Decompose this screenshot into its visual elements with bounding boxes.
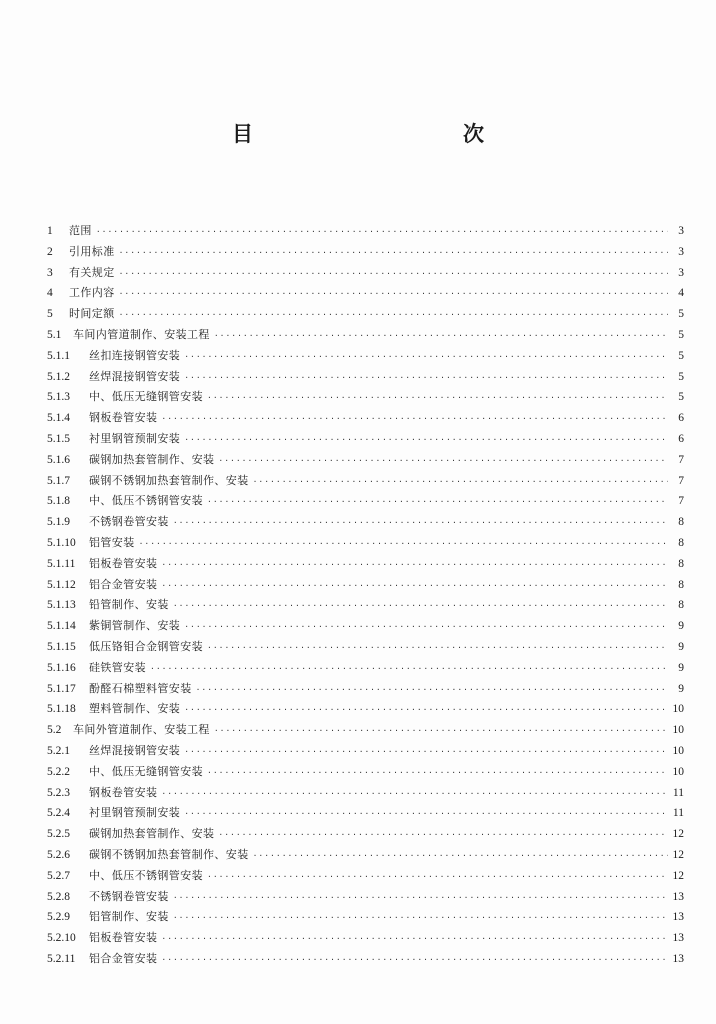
toc-entry-title: 碳钢不锈钢加热套管制作、安装 (89, 473, 249, 487)
toc-entry (47, 679, 684, 700)
toc-entry-page: 8 (678, 578, 684, 591)
toc-entry-page: 7 (678, 453, 684, 466)
toc-entry-number: 3 (47, 266, 53, 279)
dot-leader (119, 284, 668, 305)
toc-entry-title: 紫铜管制作、安装 (89, 619, 181, 633)
toc-entry-number: 5.1.14 (47, 620, 76, 633)
toc-entry (47, 491, 684, 512)
toc-entry-page: 10 (672, 744, 684, 757)
toc-entry-title: 硅铁管安装 (89, 660, 146, 674)
toc-entry-page: 3 (678, 245, 684, 258)
dot-leader (173, 596, 668, 617)
toc-entry-page: 8 (678, 599, 684, 612)
toc-entry (47, 283, 684, 304)
toc-entry-page: 5 (678, 328, 684, 341)
toc-entry-page: 5 (678, 391, 684, 404)
toc-entry-title: 酚醛石棉塑料管安装 (89, 681, 192, 695)
dot-leader (207, 388, 668, 409)
toc-entry-number: 5.1.7 (47, 474, 70, 487)
dot-leader (173, 888, 668, 909)
toc-entry-title: 工作内容 (69, 286, 115, 300)
toc-entry-number: 5.2.10 (47, 932, 76, 945)
toc-entry-title: 车间内管道制作、安装工程 (73, 327, 210, 341)
toc-entry-number: 5.1.16 (47, 661, 76, 674)
toc-entry-page: 9 (678, 640, 684, 653)
toc-entry (47, 512, 684, 533)
toc-entry-number: 5.2.5 (47, 828, 70, 841)
toc-entry-number: 5.2 (47, 724, 62, 737)
toc-entry-page: 6 (678, 412, 684, 425)
toc-entry (47, 325, 684, 346)
toc-entry-page: 9 (678, 661, 684, 674)
toc-entry-page: 7 (678, 495, 684, 508)
toc-entry (47, 554, 684, 575)
toc-entry-number: 5.1.13 (47, 599, 76, 612)
toc-entry (47, 450, 684, 471)
toc-entry-page: 8 (678, 557, 684, 570)
toc-entry (47, 866, 684, 887)
toc-entry-title: 中、低压无缝钢管安装 (89, 764, 203, 778)
toc-entry-page: 9 (678, 682, 684, 695)
toc-entry (47, 699, 684, 720)
toc-entry-page: 5 (678, 370, 684, 383)
toc-entry-title: 有关规定 (69, 265, 115, 279)
toc-entry (47, 367, 684, 388)
toc-entry-number: 5.1 (47, 328, 62, 341)
toc-entry-title: 钢板卷管安装 (89, 785, 158, 799)
dot-leader (218, 825, 668, 846)
dot-leader (119, 305, 668, 326)
toc-entry-page: 7 (678, 474, 684, 487)
toc-entry (47, 887, 684, 908)
toc-entry-title: 碳钢加热套管制作、安装 (89, 452, 215, 466)
toc-entry-title: 衬里钢管预制安装 (89, 431, 181, 445)
toc-entry-number: 5.2.11 (47, 952, 76, 965)
toc-entry-number: 5.1.5 (47, 432, 70, 445)
dot-leader (253, 846, 668, 867)
toc-entry-title: 不锈钢卷管安装 (89, 889, 169, 903)
dot-leader (161, 784, 668, 805)
toc-entry-title: 铝合金管安装 (89, 951, 158, 965)
toc-entry (47, 762, 684, 783)
dot-leader (184, 804, 668, 825)
toc-entry-page: 3 (678, 225, 684, 237)
toc-entry-title: 碳钢加热套管制作、安装 (89, 827, 215, 841)
dot-leader (119, 243, 668, 264)
toc-entry (47, 429, 684, 450)
toc-entry (47, 242, 684, 263)
dot-leader (184, 430, 668, 451)
dot-leader (184, 742, 668, 763)
dot-leader (173, 513, 668, 534)
toc-entry (47, 221, 684, 242)
toc-entry (47, 637, 684, 658)
toc-entry-page: 10 (672, 724, 684, 737)
dot-leader (214, 326, 668, 347)
toc-entry-number: 4 (47, 287, 53, 300)
toc-entry-page: 11 (672, 807, 684, 820)
toc-entry-title: 丝焊混接钢管安装 (89, 743, 181, 757)
toc-entry (47, 658, 684, 679)
toc-entry-title: 铝管安装 (89, 535, 135, 549)
dot-leader (218, 451, 668, 472)
page-title: 目 次 (232, 122, 540, 146)
toc-entry-number: 5.1.17 (47, 682, 76, 695)
toc-entry-title: 丝扣连接钢管安装 (89, 348, 181, 362)
toc-entry-number: 5.2.2 (47, 765, 70, 778)
toc-entry-page: 3 (678, 266, 684, 279)
toc-entry-number: 5.2.1 (47, 744, 70, 757)
toc-entry (47, 533, 684, 554)
toc-entry-page: 13 (672, 932, 684, 945)
dot-leader (184, 700, 668, 721)
dot-leader (96, 222, 668, 243)
dot-leader (184, 617, 668, 638)
dot-leader (253, 472, 668, 493)
toc-entry-number: 5.1.1 (47, 349, 70, 362)
toc-entry (47, 907, 684, 928)
toc-entry-page: 13 (672, 911, 684, 924)
toc-entry-page: 8 (678, 516, 684, 529)
toc-entry (47, 575, 684, 596)
toc-entry (47, 928, 684, 949)
dot-leader (184, 368, 668, 389)
toc-entry-number: 5.2.7 (47, 869, 70, 882)
dot-leader (196, 680, 668, 701)
toc-entry-title: 低压铬钼合金钢管安装 (89, 639, 203, 653)
toc-entry-number: 5.1.15 (47, 640, 76, 653)
dot-leader (207, 763, 668, 784)
toc-entry-number: 5.1.9 (47, 516, 70, 529)
toc-entry-page: 13 (672, 890, 684, 903)
toc-entry-page: 12 (672, 848, 684, 861)
toc-entry-title: 碳钢不锈钢加热套管制作、安装 (89, 847, 249, 861)
toc-entry-number: 5.1.8 (47, 495, 70, 508)
toc-entry (47, 741, 684, 762)
dot-leader (173, 908, 668, 929)
toc-entry-page: 9 (678, 620, 684, 633)
dot-leader (139, 534, 668, 555)
dot-leader (161, 555, 668, 576)
toc-entry-number: 5.1.4 (47, 412, 70, 425)
toc-entry (47, 845, 684, 866)
toc-entry (47, 595, 684, 616)
dot-leader (119, 264, 668, 285)
toc-entry-number: 5.1.11 (47, 557, 76, 570)
toc-entry-page: 12 (672, 869, 684, 882)
toc-entry-page: 12 (672, 828, 684, 841)
toc-entry-page: 5 (678, 308, 684, 321)
toc-entry (47, 803, 684, 824)
dot-leader (184, 347, 668, 368)
dot-leader (150, 659, 668, 680)
toc-entry-title: 引用标准 (69, 244, 115, 258)
toc-entry (47, 824, 684, 845)
toc-entry-number: 5.2.9 (47, 911, 70, 924)
toc-entry (47, 263, 684, 284)
dot-leader (214, 721, 668, 742)
toc-entry (47, 471, 684, 492)
toc-entry-page: 13 (672, 952, 684, 965)
toc-entry-title: 铝管制作、安装 (89, 910, 169, 924)
table-of-contents (47, 221, 684, 970)
toc-entry-number: 1 (47, 225, 53, 237)
toc-entry-number: 5.2.4 (47, 807, 70, 820)
toc-entry-number: 5.2.6 (47, 848, 70, 861)
toc-entry-page: 5 (678, 349, 684, 362)
toc-entry-number: 5.1.3 (47, 391, 70, 404)
toc-entry-title: 不锈钢卷管安装 (89, 515, 169, 529)
dot-leader (161, 576, 668, 597)
dot-leader (207, 492, 668, 513)
toc-entry-title: 丝焊混接钢管安装 (89, 369, 181, 383)
toc-entry-page: 6 (678, 432, 684, 445)
toc-entry-title: 中、低压无缝钢管安装 (89, 390, 203, 404)
toc-entry-title: 衬里钢管预制安装 (89, 806, 181, 820)
toc-entry-number: 5.1.12 (47, 578, 76, 591)
toc-entry (47, 783, 684, 804)
toc-entry-number: 5.1.2 (47, 370, 70, 383)
toc-entry-title: 塑料管制作、安装 (89, 702, 181, 716)
toc-entry-title: 时间定额 (69, 307, 115, 321)
toc-entry-number: 2 (47, 245, 53, 258)
toc-entry-title: 范围 (69, 224, 92, 237)
toc-entry-number: 5 (47, 308, 53, 321)
toc-entry-number: 5.1.10 (47, 536, 76, 549)
toc-entry-title: 铝合金管安装 (89, 577, 158, 591)
toc-entry (47, 346, 684, 367)
toc-entry-title: 铅管制作、安装 (89, 598, 169, 612)
toc-entry-number: 5.1.18 (47, 703, 76, 716)
toc-entry-number: 5.1.6 (47, 453, 70, 466)
toc-entry-title: 中、低压不锈钢管安装 (89, 494, 203, 508)
dot-leader (207, 638, 668, 659)
toc-entry (47, 949, 684, 970)
toc-entry-title: 车间外管道制作、安装工程 (73, 723, 210, 737)
dot-leader (161, 950, 668, 971)
dot-leader (161, 929, 668, 950)
toc-entry-number: 5.2.3 (47, 786, 70, 799)
toc-entry (47, 720, 684, 741)
toc-entry-page: 10 (672, 765, 684, 778)
toc-entry-page: 11 (672, 786, 684, 799)
dot-leader (161, 409, 668, 430)
toc-entry-title: 钢板卷管安装 (89, 411, 158, 425)
toc-entry (47, 408, 684, 429)
toc-entry-title: 铝板卷管安装 (89, 556, 158, 570)
toc-entry (47, 304, 684, 325)
toc-entry-title: 中、低压不锈钢管安装 (89, 868, 203, 882)
toc-entry-title: 铝板卷管安装 (89, 931, 158, 945)
toc-entry-number: 5.2.8 (47, 890, 70, 903)
dot-leader (207, 867, 668, 888)
toc-entry-page: 4 (678, 287, 684, 300)
toc-entry-page: 8 (678, 536, 684, 549)
toc-entry (47, 387, 684, 408)
toc-entry (47, 616, 684, 637)
toc-entry-page: 10 (672, 703, 684, 716)
